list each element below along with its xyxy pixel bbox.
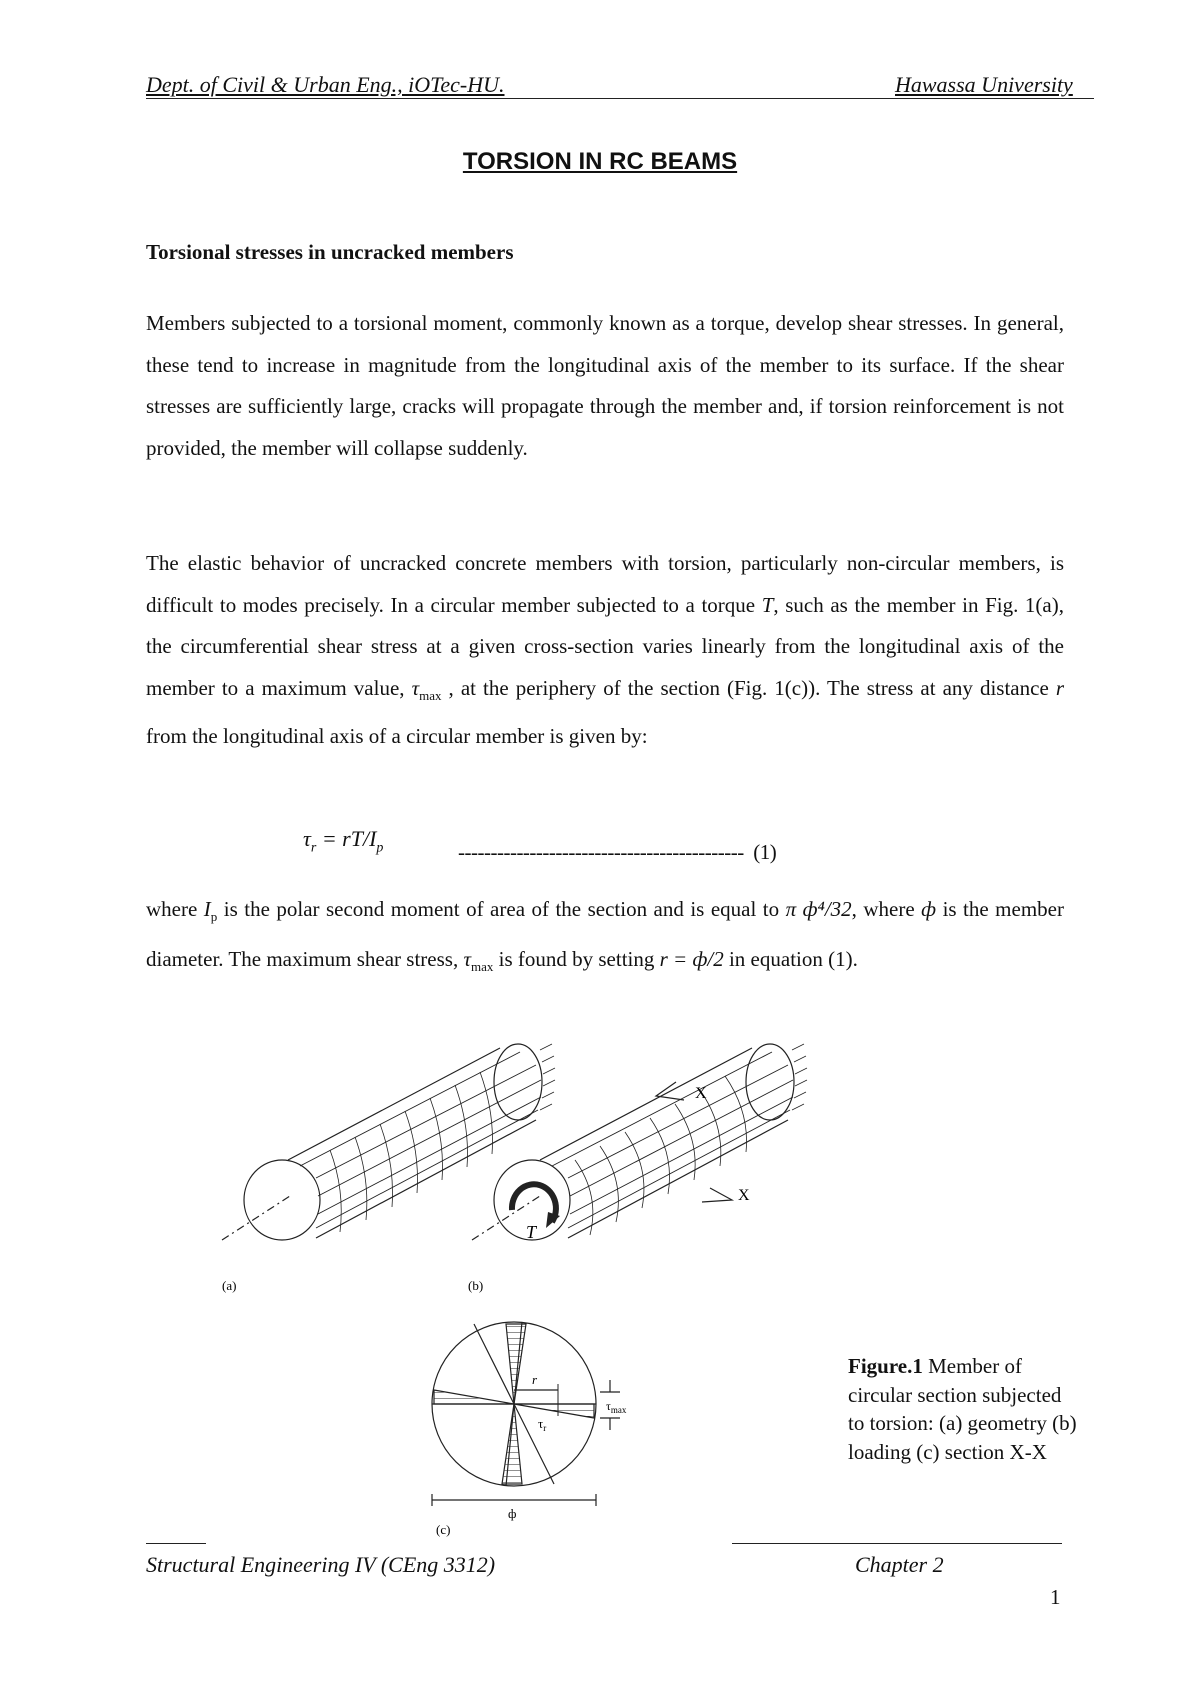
paragraph-intro: Members subjected to a torsional moment, commonly known as a torque, develop shear stresses. In general, these tend to increase in magnitude from the longitudinal axis of the member to its surface. If the shear stresses are sufficiently large, cracks will propagate through the member and, if torsion reinforcement is not provided, the member will collapse suddenly.	[146, 311, 1064, 460]
equation-number: -------------------------------------------- (1)	[458, 840, 777, 864]
label-r: r	[532, 1372, 538, 1387]
paragraph-polar-moment: where $I_p$ is the polar second moment of area of the section and is equal to π ф⁴/32, where ф is the member diameter. The maximum shear stress, $\tau_{max}$ is found by setting r = ф/2 in equation (1).	[146, 897, 1064, 975]
section-x-top: X	[695, 1085, 707, 1102]
label-b: (b)	[468, 1278, 484, 1293]
section-heading: Torsional stresses in uncracked members	[146, 240, 514, 264]
footer-divider-right	[732, 1543, 1062, 1544]
footer-course: Structural Engineering IV (CEng 3312)	[146, 1552, 496, 1577]
equation-shear-stress: $\tau_r = rT/I_p$	[303, 826, 384, 856]
page-number: 1	[1050, 1585, 1061, 1609]
label-tau-r: $\tau_r$	[538, 1416, 547, 1433]
section-x-bottom: X	[738, 1187, 750, 1204]
section-c	[432, 1322, 620, 1506]
header-department: Dept. of Civil & Urban Eng., iOTec-HU.	[146, 72, 505, 97]
figure-caption: Figure.1 Member of circular section subjected to torsion: (a) geometry (b) loading (c) section X-X	[848, 1354, 1077, 1464]
label-tau-max: $\tau_{max}$	[606, 1399, 627, 1415]
label-a: (a)	[222, 1278, 237, 1293]
torque-label: T	[526, 1222, 537, 1242]
label-c: (c)	[436, 1522, 451, 1537]
page-title: TORSION IN RC BEAMS	[462, 148, 738, 175]
footer-chapter: Chapter 2	[855, 1552, 944, 1577]
paragraph-elastic-behavior: The elastic behavior of uncracked concrete members with torsion, particularly non-circular members, is difficult to modes precisely. In a circular member subjected to a torque T, such as the member in Fig. 1(a), the circumferential shear stress at a given cross-section varies linearly from the longitudinal axis of the member to a maximum value, $\tau_{max}$ , at the periphery of the section (Fig. 1(c)). The stress at any distance r from the longitudinal axis of a circular member is given by:	[146, 551, 1064, 749]
cylinder-b	[472, 1044, 807, 1240]
footer-divider-left	[146, 1543, 206, 1544]
header-university: Hawassa University	[895, 72, 1073, 97]
label-phi: ф	[508, 1506, 517, 1521]
